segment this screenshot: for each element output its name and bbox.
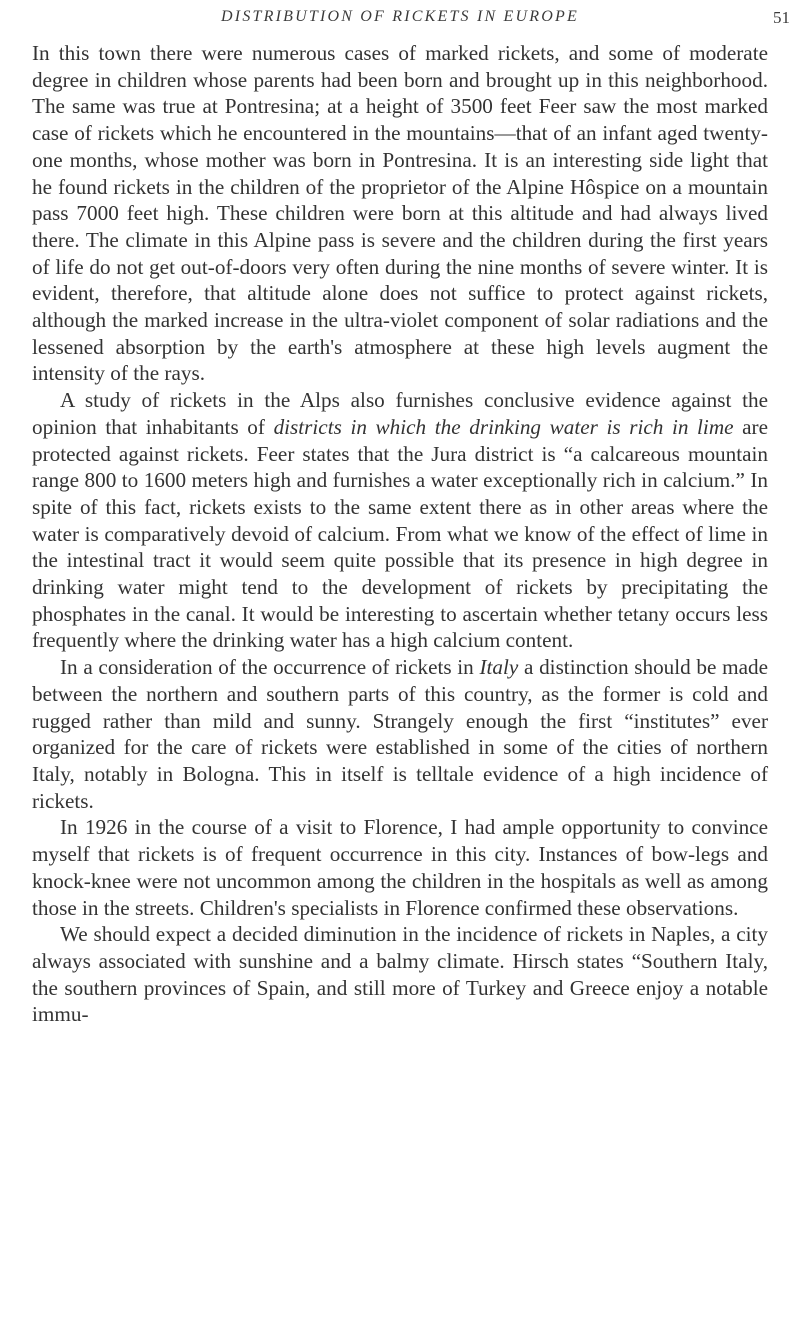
paragraph-3-text-a: In a consideration of the occurrence of rickets in xyxy=(60,655,480,680)
paragraph-2-text-a: A study of rickets in the Alps also furnishes conclusive evidence against the opinion that inhabitants of xyxy=(32,388,768,439)
paragraph-3-emphasis: Italy xyxy=(479,655,519,680)
paragraph-1-text: In this town there were numerous cases of marked rickets, and some of moderate degree in children whose parents had been born and brought up in this neighborhood. The same was true at Pontresina; at a height of 3500 feet Feer saw the most marked case of rickets which he encountered in the mountains—that of an infant aged twenty-one months, whose mother was born in Pontresina. It is an interesting side light that he found rickets in the children of the proprietor of the Alpine Hôspice on a mountain pass 7000 feet high. These children were born at this altitude and had always lived there. The climate in this Alpine pass is severe and the children during the first years of life do not get out-of-doors very often during the nine months of severe winter. It is evident, therefore, that altitude alone does not suffice to protect against rickets, although the marked increase in the ultra-violet component of solar radiations and the lessened absorption by the earth's atmosphere at these high levels augment the intensity of the rays. xyxy=(32,41,768,386)
paragraph-3 xyxy=(32,654,768,814)
paragraph-2-text-b: are protected against rickets. Feer states that the Jura district is “a calcareous mountain range 800 to 1600 meters high and furnishes a water exceptionally rich in calcium.” In spite of this fact, rickets exists to the same extent there as in other areas where the water is comparatively devoid of calcium. From what we know of the effect of lime in the intestinal tract it would seem quite possible that its presence in high degree in drinking water might tend to the development of rickets by precipitating the phosphates in the canal. It would be interesting to ascertain whether tetany occurs less frequently where the drinking water has a high calcium content. xyxy=(32,414,768,653)
paragraph-3-text-b: a distinction should be made between the northern and southern parts of this country, as the former is cold and rugged rather than mild and sunny. Strangely enough the first “institutes” ever organized for the care of rickets were established in some of the cities of northern Italy, notably in Bologna. This in itself is telltale evidence of a high incidence of rickets. xyxy=(32,655,768,813)
page-number: 51 xyxy=(773,8,790,27)
paragraph-5-text: We should expect a decided diminution in the incidence of rickets in Naples, a city always associated with sunshine and a balmy climate. Hirsch states “Southern Italy, the southern provinces of Spain, and still more of Turkey and Greece enjoy a notable immu- xyxy=(32,922,768,1027)
paragraph-4-text: In 1926 in the course of a visit to Florence, I had ample opportunity to convince myself that rickets is of frequent occurrence in this city. Instances of bow-legs and knock-knee were not uncommon among the children in the hospitals as well as among those in the streets. Children's specialists in Florence confirmed these observations. xyxy=(32,815,768,920)
body-text xyxy=(32,40,768,1028)
paragraph-5 xyxy=(32,921,768,1028)
paragraph-1 xyxy=(32,40,768,387)
running-head xyxy=(0,8,800,34)
paragraph-2 xyxy=(32,387,768,654)
paragraph-2-emphasis: districts in which the drinking water is rich in lime xyxy=(273,414,734,439)
running-title: DISTRIBUTION OF RICKETS IN EUROPE xyxy=(221,8,579,25)
paragraph-4 xyxy=(32,814,768,921)
